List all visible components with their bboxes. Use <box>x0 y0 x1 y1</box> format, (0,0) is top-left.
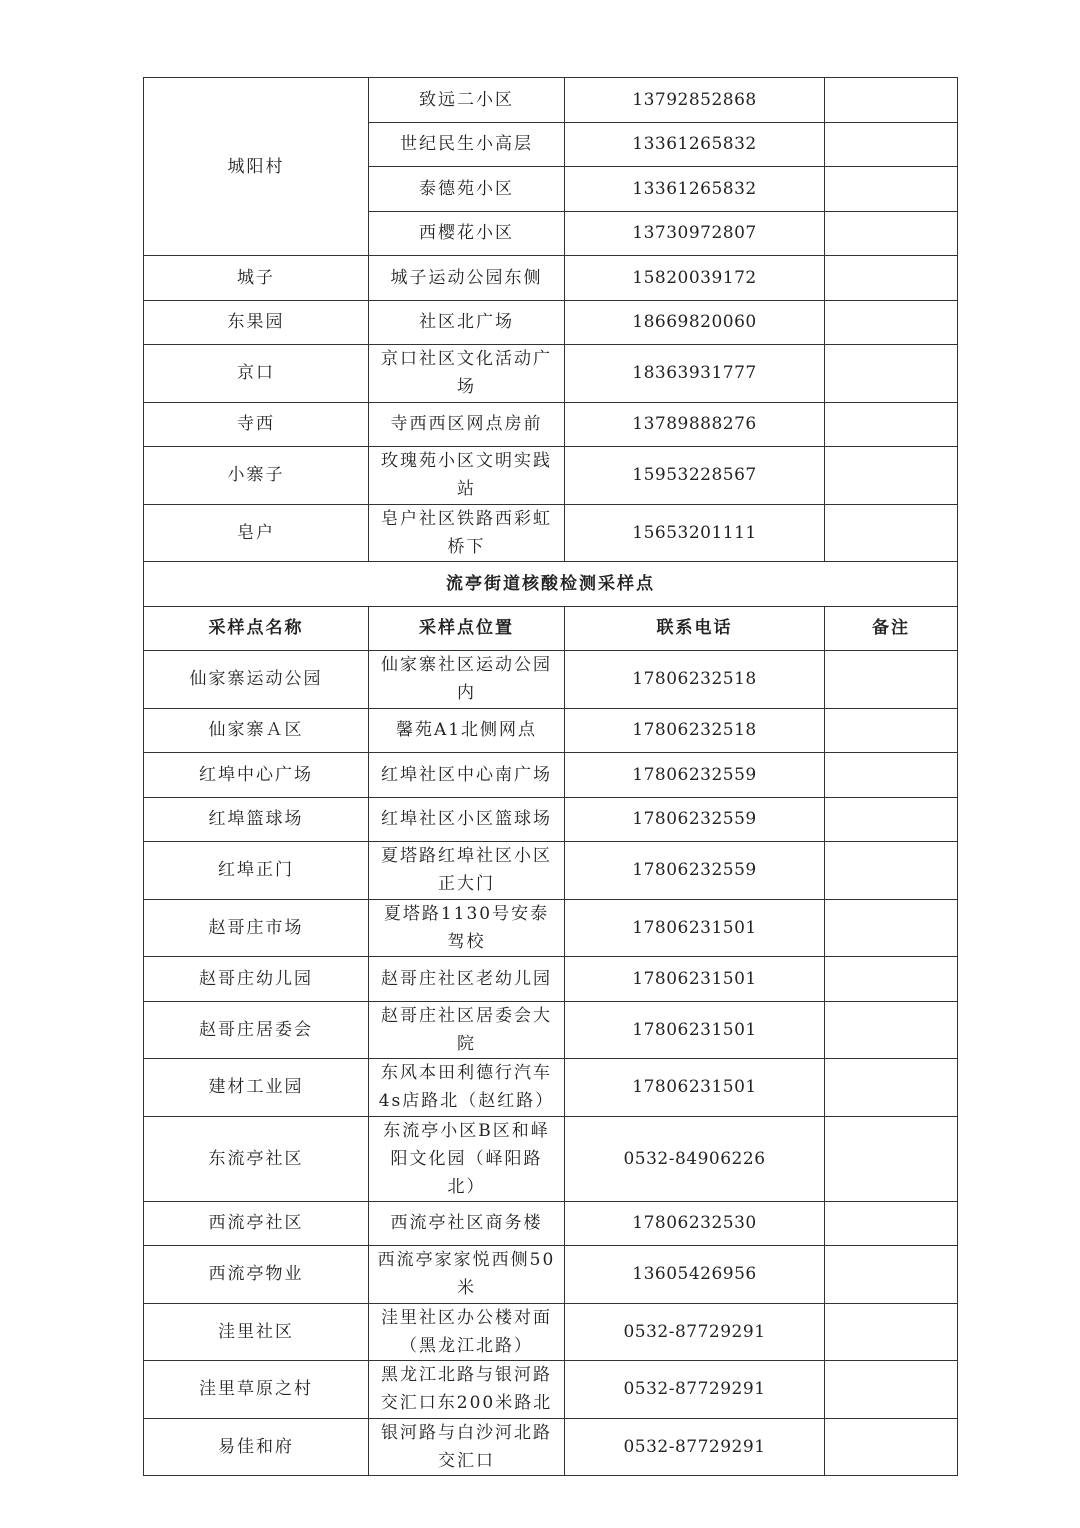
site-location-cell: 东流亭小区B区和峄阳文化园（峄阳路北） <box>369 1116 565 1201</box>
phone-cell: 17806232518 <box>565 651 825 709</box>
site-name-cell: 城子 <box>144 256 369 301</box>
site-name-cell: 赵哥庄幼儿园 <box>144 957 369 1002</box>
site-name-cell: 寺西 <box>144 402 369 447</box>
site-location-cell: 西樱花小区 <box>369 211 565 256</box>
site-name-cell: 红埠中心广场 <box>144 753 369 798</box>
site-name-cell: 仙家寨Ａ区 <box>144 708 369 753</box>
phone-cell: 0532-87729291 <box>565 1418 825 1476</box>
note-cell <box>825 1303 958 1361</box>
table-row <box>144 402 958 447</box>
note-cell <box>825 1361 958 1419</box>
site-location-cell: 赵哥庄社区老幼儿园 <box>369 957 565 1002</box>
site-name-cell: 皂户 <box>144 504 369 562</box>
phone-cell: 17806232559 <box>565 842 825 900</box>
phone-cell: 0532-87729291 <box>565 1303 825 1361</box>
note-cell <box>825 345 958 403</box>
note-cell <box>825 122 958 167</box>
table-row <box>144 447 958 505</box>
site-location-cell: 社区北广场 <box>369 300 565 345</box>
note-cell <box>825 402 958 447</box>
phone-cell: 0532-87729291 <box>565 1361 825 1419</box>
table-row <box>144 1059 958 1117</box>
site-location-cell: 东风本田利德行汽车4s店路北（赵红路） <box>369 1059 565 1117</box>
site-location-cell: 皂户社区铁路西彩虹桥下 <box>369 504 565 562</box>
site-name-cell: 红埠正门 <box>144 842 369 900</box>
note-cell <box>825 167 958 212</box>
site-name-cell: 洼里草原之村 <box>144 1361 369 1419</box>
site-name-cell: 洼里社区 <box>144 1303 369 1361</box>
site-location-cell: 红埠社区小区篮球场 <box>369 797 565 842</box>
table-row <box>144 1418 958 1476</box>
site-location-cell: 京口社区文化活动广场 <box>369 345 565 403</box>
phone-cell: 17806232559 <box>565 753 825 798</box>
section-title: 流亭街道核酸检测采样点 <box>144 562 958 607</box>
site-name-cell: 仙家寨运动公园 <box>144 651 369 709</box>
site-location-cell: 仙家寨社区运动公园内 <box>369 651 565 709</box>
phone-cell: 13361265832 <box>565 167 825 212</box>
phone-cell: 15953228567 <box>565 447 825 505</box>
table-row <box>144 1201 958 1246</box>
phone-cell: 13789888276 <box>565 402 825 447</box>
table-row <box>144 300 958 345</box>
note-cell <box>825 300 958 345</box>
note-cell <box>825 708 958 753</box>
site-location-cell: 红埠社区中心南广场 <box>369 753 565 798</box>
note-cell <box>825 651 958 709</box>
site-name-cell: 易佳和府 <box>144 1418 369 1476</box>
site-location-cell: 寺西西区网点房前 <box>369 402 565 447</box>
site-location-cell: 黑龙江北路与银河路交汇口东200米路北 <box>369 1361 565 1419</box>
phone-cell: 13792852868 <box>565 78 825 123</box>
table-row <box>144 1001 958 1059</box>
site-location-cell: 赵哥庄社区居委会大院 <box>369 1001 565 1059</box>
site-location-cell: 夏塔路红埠社区小区正大门 <box>369 842 565 900</box>
phone-cell: 17806231501 <box>565 1059 825 1117</box>
site-location-cell: 西流亭社区商务楼 <box>369 1201 565 1246</box>
table-row <box>144 504 958 562</box>
header-phone: 联系电话 <box>565 606 825 651</box>
note-cell <box>825 504 958 562</box>
site-name-cell: 东流亭社区 <box>144 1116 369 1201</box>
table-row <box>144 256 958 301</box>
phone-cell: 17806232518 <box>565 708 825 753</box>
site-name-cell: 小寨子 <box>144 447 369 505</box>
phone-cell: 13730972807 <box>565 211 825 256</box>
note-cell <box>825 447 958 505</box>
phone-cell: 17806231501 <box>565 957 825 1002</box>
table-row <box>144 1361 958 1419</box>
table-row <box>144 1246 958 1304</box>
note-cell <box>825 78 958 123</box>
phone-cell: 17806232559 <box>565 797 825 842</box>
site-location-cell: 致远二小区 <box>369 78 565 123</box>
table-row <box>144 957 958 1002</box>
site-name-cell: 西流亭社区 <box>144 1201 369 1246</box>
phone-cell: 17806231501 <box>565 1001 825 1059</box>
site-location-cell: 城子运动公园东侧 <box>369 256 565 301</box>
table-row <box>144 708 958 753</box>
note-cell <box>825 1116 958 1201</box>
phone-cell: 13361265832 <box>565 122 825 167</box>
table-row <box>144 753 958 798</box>
table-row <box>144 1116 958 1201</box>
table-row <box>144 1303 958 1361</box>
phone-cell: 17806232530 <box>565 1201 825 1246</box>
note-cell <box>825 256 958 301</box>
note-cell <box>825 1059 958 1117</box>
phone-cell: 18669820060 <box>565 300 825 345</box>
site-name-cell: 赵哥庄市场 <box>144 899 369 957</box>
note-cell <box>825 899 958 957</box>
phone-cell: 0532-84906226 <box>565 1116 825 1201</box>
note-cell <box>825 957 958 1002</box>
note-cell <box>825 842 958 900</box>
note-cell <box>825 1418 958 1476</box>
sampling-points-table <box>143 77 958 1476</box>
note-cell <box>825 1246 958 1304</box>
header-row <box>144 606 958 651</box>
note-cell <box>825 1201 958 1246</box>
site-name-cell: 红埠篮球场 <box>144 797 369 842</box>
phone-cell: 17806231501 <box>565 899 825 957</box>
site-location-cell: 玫瑰苑小区文明实践站 <box>369 447 565 505</box>
site-location-cell: 夏塔路1130号安泰驾校 <box>369 899 565 957</box>
phone-cell: 15653201111 <box>565 504 825 562</box>
note-cell <box>825 1001 958 1059</box>
phone-cell: 13605426956 <box>565 1246 825 1304</box>
table-row <box>144 345 958 403</box>
header-location: 采样点位置 <box>369 606 565 651</box>
site-name-cell: 东果园 <box>144 300 369 345</box>
site-location-cell: 西流亭家家悦西侧50米 <box>369 1246 565 1304</box>
site-name-cell: 城阳村 <box>144 78 369 256</box>
site-name-cell: 西流亭物业 <box>144 1246 369 1304</box>
table-row <box>144 797 958 842</box>
site-location-cell: 世纪民生小高层 <box>369 122 565 167</box>
site-name-cell: 赵哥庄居委会 <box>144 1001 369 1059</box>
header-note: 备注 <box>825 606 958 651</box>
table-row <box>144 78 958 123</box>
site-location-cell: 馨苑A1北侧网点 <box>369 708 565 753</box>
section-title-row <box>144 562 958 607</box>
site-location-cell: 泰德苑小区 <box>369 167 565 212</box>
table-row <box>144 842 958 900</box>
note-cell <box>825 797 958 842</box>
phone-cell: 15820039172 <box>565 256 825 301</box>
header-name: 采样点名称 <box>144 606 369 651</box>
site-name-cell: 京口 <box>144 345 369 403</box>
phone-cell: 18363931777 <box>565 345 825 403</box>
note-cell <box>825 753 958 798</box>
site-name-cell: 建材工业园 <box>144 1059 369 1117</box>
table-row <box>144 899 958 957</box>
site-location-cell: 洼里社区办公楼对面（黑龙江北路） <box>369 1303 565 1361</box>
note-cell <box>825 211 958 256</box>
table-row <box>144 651 958 709</box>
site-location-cell: 银河路与白沙河北路交汇口 <box>369 1418 565 1476</box>
